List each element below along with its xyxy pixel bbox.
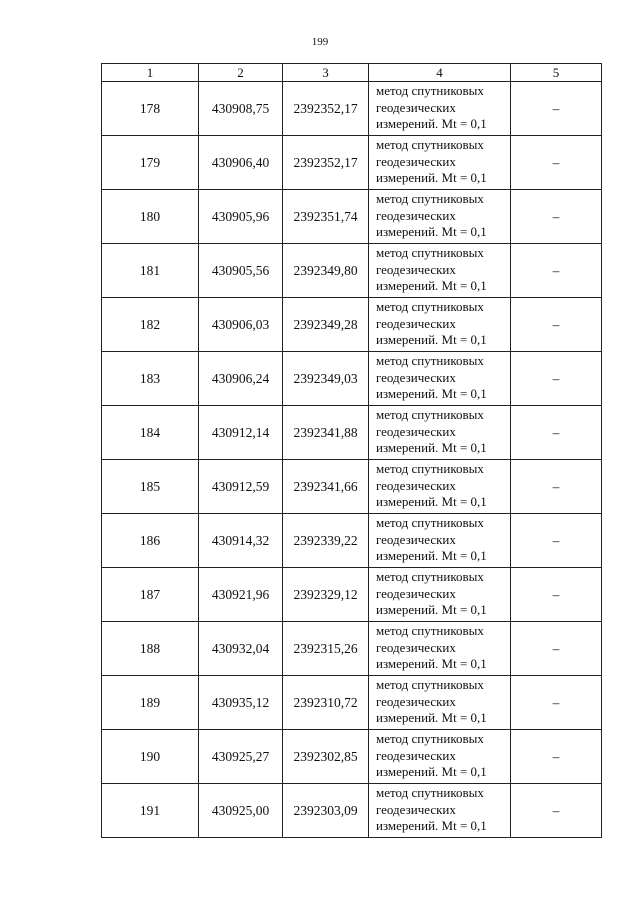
method-line: геодезических (376, 369, 456, 385)
note-cell: – (511, 622, 602, 676)
method-line: геодезических (376, 207, 456, 223)
method-cell (369, 460, 511, 514)
y-coordinate-cell: 2392339,22 (283, 514, 369, 568)
point-number-cell: 190 (102, 730, 199, 784)
y-coordinate-cell: 2392349,28 (283, 298, 369, 352)
point-number-cell: 181 (102, 244, 199, 298)
method-line: метод спутниковых (376, 569, 484, 584)
note-cell: – (511, 244, 602, 298)
point-number-cell: 187 (102, 568, 199, 622)
table-body (102, 82, 602, 838)
method-line: измерений. Mt = 0,1 (376, 278, 487, 293)
method-cell (369, 622, 511, 676)
note-cell: – (511, 568, 602, 622)
y-coordinate-cell: 2392349,03 (283, 352, 369, 406)
method-line: геодезических (376, 531, 456, 547)
x-coordinate-cell: 430932,04 (199, 622, 283, 676)
method-line: геодезических (376, 153, 456, 169)
method-line: измерений. Mt = 0,1 (376, 116, 487, 131)
point-number-cell: 186 (102, 514, 199, 568)
x-coordinate-cell: 430925,27 (199, 730, 283, 784)
method-line: метод спутниковых (376, 677, 484, 692)
x-coordinate-cell: 430921,96 (199, 568, 283, 622)
note-cell: – (511, 784, 602, 838)
method-line: измерений. Mt = 0,1 (376, 548, 487, 563)
table-row (102, 622, 602, 676)
method-cell (369, 352, 511, 406)
point-number-cell: 183 (102, 352, 199, 406)
x-coordinate-cell: 430905,56 (199, 244, 283, 298)
method-cell (369, 676, 511, 730)
x-coordinate-cell: 430906,03 (199, 298, 283, 352)
note-cell: – (511, 298, 602, 352)
table-row (102, 514, 602, 568)
table-row (102, 190, 602, 244)
method-line: измерений. Mt = 0,1 (376, 386, 487, 401)
header-col-1: 1 (102, 64, 199, 82)
x-coordinate-cell: 430905,96 (199, 190, 283, 244)
y-coordinate-cell: 2392341,88 (283, 406, 369, 460)
method-line: метод спутниковых (376, 785, 484, 800)
method-line: метод спутниковых (376, 245, 484, 260)
table-row (102, 676, 602, 730)
method-line: метод спутниковых (376, 137, 484, 152)
point-number-cell: 191 (102, 784, 199, 838)
note-cell: – (511, 514, 602, 568)
method-line: измерений. Mt = 0,1 (376, 494, 487, 509)
method-cell (369, 406, 511, 460)
header-col-4: 4 (369, 64, 511, 82)
point-number-cell: 188 (102, 622, 199, 676)
point-number-cell: 179 (102, 136, 199, 190)
y-coordinate-cell: 2392349,80 (283, 244, 369, 298)
y-coordinate-cell: 2392329,12 (283, 568, 369, 622)
x-coordinate-cell: 430935,12 (199, 676, 283, 730)
method-cell (369, 514, 511, 568)
table-row (102, 244, 602, 298)
y-coordinate-cell: 2392315,26 (283, 622, 369, 676)
method-line: геодезических (376, 801, 456, 817)
method-line: геодезических (376, 423, 456, 439)
point-number-cell: 182 (102, 298, 199, 352)
method-cell (369, 244, 511, 298)
method-line: метод спутниковых (376, 623, 484, 638)
method-line: измерений. Mt = 0,1 (376, 710, 487, 725)
method-line: метод спутниковых (376, 461, 484, 476)
method-line: метод спутниковых (376, 407, 484, 422)
point-number-cell: 184 (102, 406, 199, 460)
method-line: метод спутниковых (376, 515, 484, 530)
method-cell (369, 784, 511, 838)
header-col-3: 3 (283, 64, 369, 82)
table-row (102, 82, 602, 136)
method-line: геодезических (376, 315, 456, 331)
note-cell: – (511, 406, 602, 460)
method-line: метод спутниковых (376, 353, 484, 368)
x-coordinate-cell: 430925,00 (199, 784, 283, 838)
method-line: измерений. Mt = 0,1 (376, 224, 487, 239)
method-line: геодезических (376, 639, 456, 655)
point-number-cell: 185 (102, 460, 199, 514)
point-number-cell: 189 (102, 676, 199, 730)
method-line: метод спутниковых (376, 83, 484, 98)
method-line: геодезических (376, 99, 456, 115)
note-cell: – (511, 352, 602, 406)
note-cell: – (511, 136, 602, 190)
x-coordinate-cell: 430906,40 (199, 136, 283, 190)
method-line: измерений. Mt = 0,1 (376, 818, 487, 833)
method-line: геодезических (376, 747, 456, 763)
header-row (102, 64, 602, 82)
table-row (102, 730, 602, 784)
method-cell (369, 82, 511, 136)
note-cell: – (511, 460, 602, 514)
method-line: метод спутниковых (376, 731, 484, 746)
point-number-cell: 180 (102, 190, 199, 244)
y-coordinate-cell: 2392310,72 (283, 676, 369, 730)
x-coordinate-cell: 430912,59 (199, 460, 283, 514)
table-row (102, 298, 602, 352)
method-line: геодезических (376, 693, 456, 709)
method-line: измерений. Mt = 0,1 (376, 602, 487, 617)
note-cell: – (511, 190, 602, 244)
note-cell: – (511, 82, 602, 136)
method-line: измерений. Mt = 0,1 (376, 332, 487, 347)
note-cell: – (511, 730, 602, 784)
table-header (102, 64, 602, 82)
y-coordinate-cell: 2392302,85 (283, 730, 369, 784)
coordinates-table (101, 63, 602, 838)
method-line: измерений. Mt = 0,1 (376, 764, 487, 779)
table-row (102, 352, 602, 406)
point-number-cell: 178 (102, 82, 199, 136)
page-number: 199 (311, 36, 329, 48)
x-coordinate-cell: 430908,75 (199, 82, 283, 136)
y-coordinate-cell: 2392303,09 (283, 784, 369, 838)
table-row (102, 568, 602, 622)
x-coordinate-cell: 430912,14 (199, 406, 283, 460)
method-cell (369, 136, 511, 190)
method-cell (369, 298, 511, 352)
x-coordinate-cell: 430906,24 (199, 352, 283, 406)
y-coordinate-cell: 2392351,74 (283, 190, 369, 244)
method-line: метод спутниковых (376, 191, 484, 206)
table-row (102, 136, 602, 190)
method-line: метод спутниковых (376, 299, 484, 314)
method-line: измерений. Mt = 0,1 (376, 440, 487, 455)
table-row (102, 406, 602, 460)
method-cell (369, 730, 511, 784)
method-cell (369, 190, 511, 244)
method-line: геодезических (376, 261, 456, 277)
header-col-5: 5 (511, 64, 602, 82)
method-line: геодезических (376, 477, 456, 493)
y-coordinate-cell: 2392352,17 (283, 82, 369, 136)
header-col-2: 2 (199, 64, 283, 82)
y-coordinate-cell: 2392341,66 (283, 460, 369, 514)
y-coordinate-cell: 2392352,17 (283, 136, 369, 190)
note-cell: – (511, 676, 602, 730)
x-coordinate-cell: 430914,32 (199, 514, 283, 568)
method-cell (369, 568, 511, 622)
method-line: измерений. Mt = 0,1 (376, 170, 487, 185)
table-row (102, 460, 602, 514)
method-line: геодезических (376, 585, 456, 601)
table-row (102, 784, 602, 838)
method-line: измерений. Mt = 0,1 (376, 656, 487, 671)
